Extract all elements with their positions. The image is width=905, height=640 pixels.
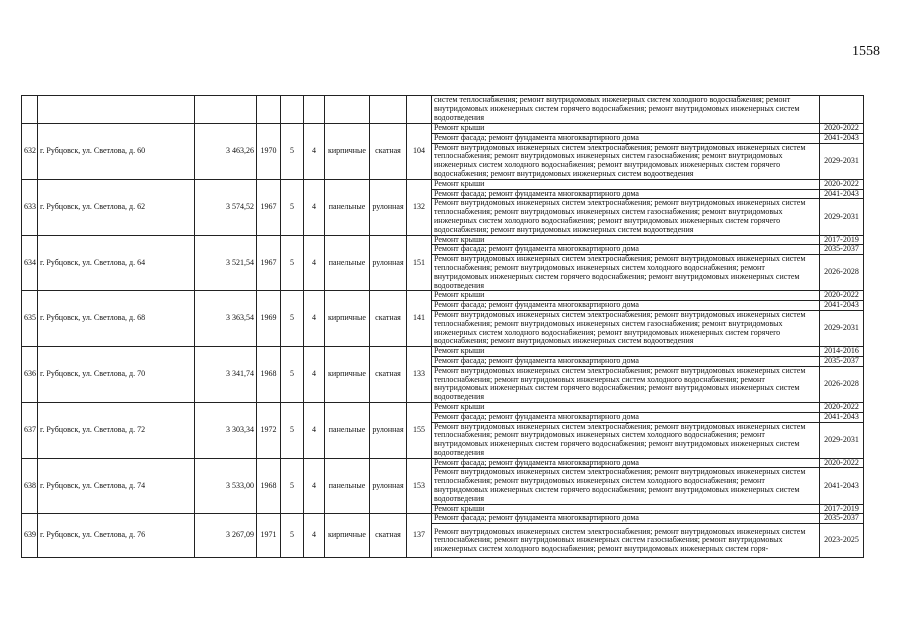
work-description: Ремонт внутридомовых инженерных систем электроснабжения; ремонт внутридомовых инженерных систем теплоснабжения; ремонт внутридомовых инженерных систем холодного водоснабжения; ремонт внутридомовых инженерных систем горячего водоснабжения; ремонт внутридомовых инженерных систем водоотведения xyxy=(432,255,820,291)
building-number: 637 xyxy=(22,402,38,458)
work-period: 2041-2043 xyxy=(820,133,864,143)
work-period: 2029-2031 xyxy=(820,310,864,346)
work-description: Ремонт крыши xyxy=(432,124,820,134)
building-floors: 5 xyxy=(281,124,304,180)
building-entrances: 4 xyxy=(304,458,325,514)
building-year: 1970 xyxy=(257,124,281,180)
table-body xyxy=(22,96,864,558)
empty-cell xyxy=(195,96,257,124)
roof-type: рулонная xyxy=(370,179,407,235)
work-period: 2020-2022 xyxy=(820,124,864,134)
apartments-count: 153 xyxy=(407,458,432,514)
apartments-count: 133 xyxy=(407,347,432,403)
building-address: г. Рубцовск, ул. Светлова, д. 72 xyxy=(38,402,195,458)
work-period: 2017-2019 xyxy=(820,504,864,514)
work-description: Ремонт внутридомовых инженерных систем электроснабжения; ремонт внутридомовых инженерных систем теплоснабжения; ремонт внутридомовых инженерных систем холодного водоснабжения; ремонт внутридомовых инженерных систем горячего водоснабжения; ремонт внутридомовых инженерных систем водоотведения xyxy=(432,422,820,458)
work-description: Ремонт внутридомовых инженерных систем электроснабжения; ремонт внутридомовых инженерных систем теплоснабжения; ремонт внутридомовых инженерных систем газоснабжения; ремонт внутридомовых инженерных систем холодного водоснабжения; ремонт внутридомовых инженерных систем горя- xyxy=(432,524,820,558)
work-description: Ремонт крыши xyxy=(432,402,820,412)
work-period: 2020-2022 xyxy=(820,458,864,468)
building-area: 3 463,26 xyxy=(195,124,257,180)
work-period: 2020-2022 xyxy=(820,291,864,301)
page-number: 1558 xyxy=(852,44,880,59)
apartments-count: 132 xyxy=(407,179,432,235)
building-area: 3 363,54 xyxy=(195,291,257,347)
table-row xyxy=(22,179,864,189)
work-period: 2035-2037 xyxy=(820,245,864,255)
building-address: г. Рубцовск, ул. Светлова, д. 76 xyxy=(38,514,195,558)
building-number: 639 xyxy=(22,514,38,558)
work-period: 2041-2043 xyxy=(820,412,864,422)
work-description: Ремонт крыши xyxy=(432,235,820,245)
roof-type: скатная xyxy=(370,347,407,403)
work-period: 2041-2043 xyxy=(820,468,864,504)
wall-material: кирпичные xyxy=(325,514,370,558)
building-floors: 5 xyxy=(281,402,304,458)
work-period: 2023-2025 xyxy=(820,524,864,558)
roof-type: скатная xyxy=(370,124,407,180)
building-year: 1968 xyxy=(257,458,281,514)
work-description: Ремонт крыши xyxy=(432,504,820,514)
wall-material: кирпичные xyxy=(325,291,370,347)
work-period: 2029-2031 xyxy=(820,199,864,235)
work-description: Ремонт внутридомовых инженерных систем электроснабжения; ремонт внутридомовых инженерных систем теплоснабжения; ремонт внутридомовых инженерных систем холодного водоснабжения; ремонт внутридомовых инженерных систем горячего водоснабжения; ремонт внутридомовых инженерных систем водоотведения xyxy=(432,468,820,504)
apartments-count: 151 xyxy=(407,235,432,291)
building-area: 3 521,54 xyxy=(195,235,257,291)
work-description: Ремонт фасада; ремонт фундамента многоквартирного дома xyxy=(432,301,820,311)
empty-cell xyxy=(22,96,38,124)
table-row xyxy=(22,458,864,468)
empty-cell xyxy=(407,96,432,124)
work-description: Ремонт фасада; ремонт фундамента многоквартирного дома xyxy=(432,412,820,422)
building-area: 3 341,74 xyxy=(195,347,257,403)
building-floors: 5 xyxy=(281,347,304,403)
building-number: 632 xyxy=(22,124,38,180)
work-period: 2029-2031 xyxy=(820,422,864,458)
work-description: Ремонт фасада; ремонт фундамента многоквартирного дома xyxy=(432,356,820,366)
building-year: 1969 xyxy=(257,291,281,347)
building-floors: 5 xyxy=(281,235,304,291)
table-row xyxy=(22,124,864,134)
apartments-count: 141 xyxy=(407,291,432,347)
empty-cell xyxy=(304,96,325,124)
building-address: г. Рубцовск, ул. Светлова, д. 74 xyxy=(38,458,195,514)
building-address: г. Рубцовск, ул. Светлова, д. 60 xyxy=(38,124,195,180)
apartments-count: 104 xyxy=(407,124,432,180)
apartments-count: 137 xyxy=(407,514,432,558)
work-period: 2041-2043 xyxy=(820,189,864,199)
building-entrances: 4 xyxy=(304,235,325,291)
table-row xyxy=(22,514,864,524)
apartments-count: 155 xyxy=(407,402,432,458)
work-period: 2041-2043 xyxy=(820,301,864,311)
roof-type: скатная xyxy=(370,291,407,347)
work-description: Ремонт фасада; ремонт фундамента многоквартирного дома xyxy=(432,514,820,524)
building-number: 634 xyxy=(22,235,38,291)
building-floors: 5 xyxy=(281,514,304,558)
work-description: Ремонт фасада; ремонт фундамента многоквартирного дома xyxy=(432,133,820,143)
building-number: 635 xyxy=(22,291,38,347)
work-period: 2017-2019 xyxy=(820,235,864,245)
works-cell: систем теплоснабжения; ремонт внутридомовых инженерных систем холодного водоснабжения; ремонт внутридомовых инженерных систем горячего водоснабжения; ремонт внутридомовых инженерных систем водоотведения xyxy=(432,96,820,124)
building-year: 1971 xyxy=(257,514,281,558)
wall-material: панельные xyxy=(325,402,370,458)
building-year: 1972 xyxy=(257,402,281,458)
building-entrances: 4 xyxy=(304,291,325,347)
building-year: 1968 xyxy=(257,347,281,403)
building-year: 1967 xyxy=(257,179,281,235)
work-period: 2035-2037 xyxy=(820,356,864,366)
table-row xyxy=(22,347,864,357)
wall-material: панельные xyxy=(325,179,370,235)
building-floors: 5 xyxy=(281,291,304,347)
work-period: 2026-2028 xyxy=(820,255,864,291)
wall-material: кирпичные xyxy=(325,124,370,180)
roof-type: рулонная xyxy=(370,458,407,514)
building-year: 1967 xyxy=(257,235,281,291)
building-entrances: 4 xyxy=(304,347,325,403)
period-cell xyxy=(820,96,864,124)
work-description: Ремонт фасада; ремонт фундамента многоквартирного дома xyxy=(432,458,820,468)
wall-material: кирпичные xyxy=(325,347,370,403)
work-description: Ремонт фасада; ремонт фундамента многоквартирного дома xyxy=(432,189,820,199)
building-number: 638 xyxy=(22,458,38,514)
empty-cell xyxy=(325,96,370,124)
work-description: Ремонт внутридомовых инженерных систем электроснабжения; ремонт внутридомовых инженерных систем теплоснабжения; ремонт внутридомовых инженерных систем холодного водоснабжения; ремонт внутридомовых инженерных систем горячего водоснабжения; ремонт внутридомовых инженерных систем водоотведения xyxy=(432,366,820,402)
empty-cell xyxy=(257,96,281,124)
work-description: Ремонт крыши xyxy=(432,347,820,357)
work-period: 2014-2016 xyxy=(820,347,864,357)
roof-type: скатная xyxy=(370,514,407,558)
work-description: Ремонт внутридомовых инженерных систем электроснабжения; ремонт внутридомовых инженерных систем теплоснабжения; ремонт внутридомовых инженерных систем газоснабжения; ремонт внутридомовых инженерных систем холодного водоснабжения; ремонт внутридомовых инженерных систем горячего водоснабжения; ремонт внутридомовых инженерных систем водоотведения xyxy=(432,143,820,179)
building-entrances: 4 xyxy=(304,124,325,180)
building-area: 3 533,00 xyxy=(195,458,257,514)
table-row xyxy=(22,402,864,412)
building-entrances: 4 xyxy=(304,402,325,458)
building-area: 3 574,52 xyxy=(195,179,257,235)
empty-cell xyxy=(370,96,407,124)
work-description: Ремонт внутридомовых инженерных систем электроснабжения; ремонт внутридомовых инженерных систем теплоснабжения; ремонт внутридомовых инженерных систем газоснабжения; ремонт внутридомовых инженерных систем холодного водоснабжения; ремонт внутридомовых инженерных систем горячего водоснабжения; ремонт внутридомовых инженерных систем водоотведения xyxy=(432,310,820,346)
work-period: 2026-2028 xyxy=(820,366,864,402)
building-number: 633 xyxy=(22,179,38,235)
work-description: Ремонт крыши xyxy=(432,179,820,189)
building-address: г. Рубцовск, ул. Светлова, д. 62 xyxy=(38,179,195,235)
building-address: г. Рубцовск, ул. Светлова, д. 70 xyxy=(38,347,195,403)
building-floors: 5 xyxy=(281,179,304,235)
wall-material: панельные xyxy=(325,458,370,514)
work-description: Ремонт фасада; ремонт фундамента многоквартирного дома xyxy=(432,245,820,255)
wall-material: панельные xyxy=(325,235,370,291)
building-floors: 5 xyxy=(281,458,304,514)
building-address: г. Рубцовск, ул. Светлова, д. 68 xyxy=(38,291,195,347)
empty-cell xyxy=(281,96,304,124)
building-area: 3 303,34 xyxy=(195,402,257,458)
building-address: г. Рубцовск, ул. Светлова, д. 64 xyxy=(38,235,195,291)
table-row xyxy=(22,291,864,301)
work-period: 2029-2031 xyxy=(820,143,864,179)
roof-type: рулонная xyxy=(370,235,407,291)
work-description: Ремонт крыши xyxy=(432,291,820,301)
work-period: 2020-2022 xyxy=(820,179,864,189)
building-number: 636 xyxy=(22,347,38,403)
continuation-row xyxy=(22,96,864,124)
building-entrances: 4 xyxy=(304,514,325,558)
work-description: Ремонт внутридомовых инженерных систем электроснабжения; ремонт внутридомовых инженерных систем теплоснабжения; ремонт внутридомовых инженерных систем газоснабжения; ремонт внутридомовых инженерных систем холодного водоснабжения; ремонт внутридомовых инженерных систем горячего водоснабжения; ремонт внутридомовых инженерных систем водоотведения xyxy=(432,199,820,235)
capital-repair-register-table xyxy=(21,95,864,558)
work-period: 2020-2022 xyxy=(820,402,864,412)
work-period: 2035-2037 xyxy=(820,514,864,524)
roof-type: рулонная xyxy=(370,402,407,458)
building-entrances: 4 xyxy=(304,179,325,235)
table-row xyxy=(22,235,864,245)
empty-cell xyxy=(38,96,195,124)
building-area: 3 267,09 xyxy=(195,514,257,558)
